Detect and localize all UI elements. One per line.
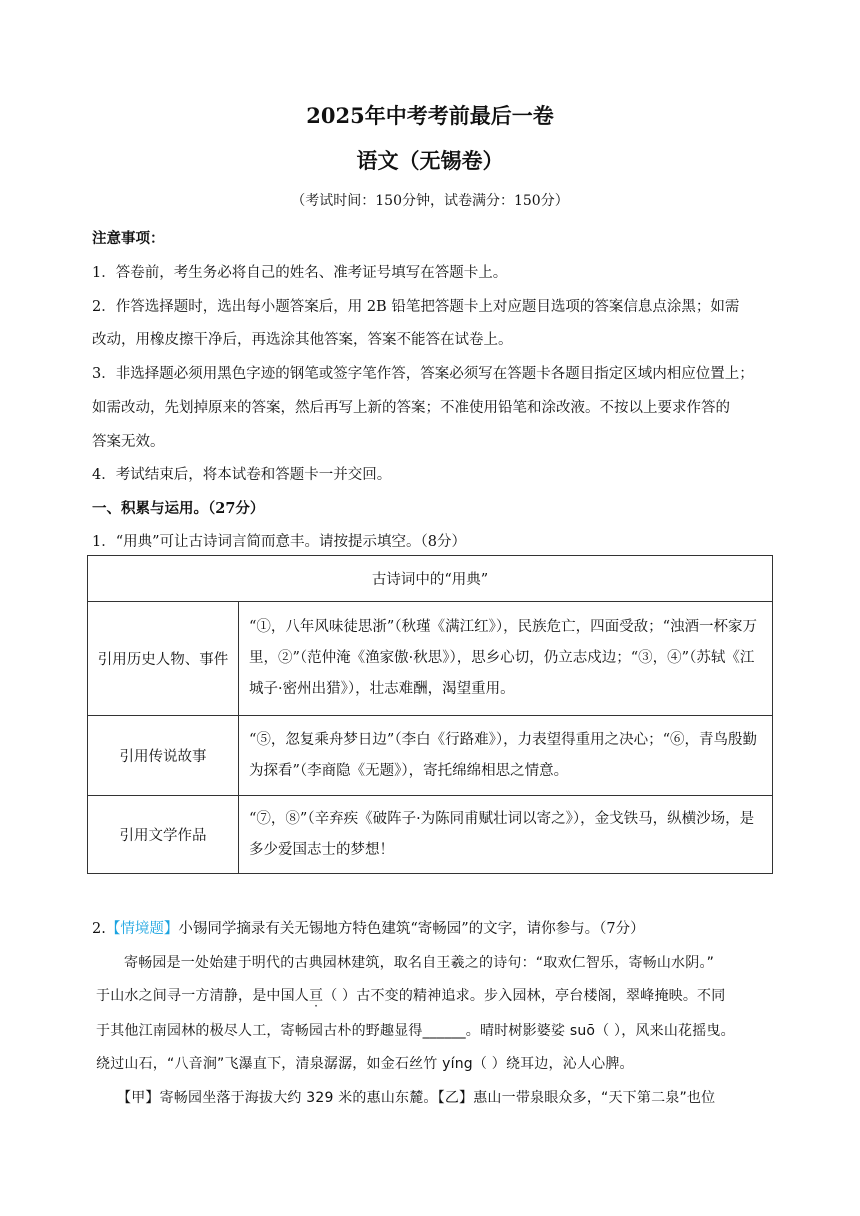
note-line: 2．作答选择题时，选出每小题答案后，用 2B 铅笔把答题卡上对应题目选项的答案信息点涂黑；如需 — [92, 299, 740, 315]
table-row — [88, 602, 773, 716]
passage-line: 【甲】寄畅园坐落于海拔大约 329 米的惠山东麓。【乙】惠山一带泉眼众多，“天下第二泉”也位 — [117, 1090, 716, 1106]
notes-heading: 注意事项： — [92, 230, 165, 247]
exam-title: 2025年中考考前最后一卷 — [306, 103, 554, 128]
table-row-content: “①，八年风味徒思浙”（秋瑾《满江红》），民族危亡，四面受敌；“浊酒一杯家万里，②”（范仲淹《渔家傲·秋思》），思乡心切，仍立志戍边；“③，④”（苏轼《江城子·密州出猎》），壮志难酬，渴望重用。 — [239, 602, 773, 716]
passage-text: 于山水之间寻一方清静，是中国人 — [96, 988, 309, 1004]
table-row — [88, 716, 773, 796]
emphasized-char: 亘 — [309, 988, 324, 1004]
allusion-table — [87, 555, 773, 874]
passage-line: 于其他江南园林的极尽人工，寄畅园古朴的野趣显得______。晴时树影婆娑 suō（ ），风来山花摇曳。 — [96, 1023, 735, 1039]
table-row-label: 引用文学作品 — [88, 796, 239, 874]
note-line: 3．非选择题必须用黑色字迹的钢笔或签字笔作答，答案必须写在答题卡各题目指定区域内相应位置上； — [92, 366, 754, 382]
table-header: 古诗词中的“用典” — [88, 556, 773, 602]
table-row — [88, 796, 773, 874]
table-row-label: 引用传说故事 — [88, 716, 239, 796]
note-line: 答案无效。 — [92, 434, 165, 450]
exam-subject: 语文（无锡卷） — [356, 148, 504, 173]
question-2-number: 2. — [92, 921, 106, 937]
note-line: 4．考试结束后，将本试卷和答题卡一并交回。 — [92, 467, 392, 483]
exam-info: （考试时间：150分钟，试卷满分：150分） — [291, 193, 569, 209]
table-row-content: “⑦，⑧”（辛弃疾《破阵子·为陈同甫赋壮词以寄之》），金戈铁马，纵横沙场，是多少爱国志士的梦想！ — [239, 796, 773, 874]
note-line: 改动，用橡皮擦干净后，再选涂其他答案，答案不能答在试卷上。 — [92, 332, 513, 348]
section-heading: 一、积累与运用。（27分） — [92, 500, 265, 517]
table-row-content: “⑤，忽复乘舟梦日边”（李白《行路难》），力表望得重用之决心；“⑥，青鸟殷勤为探看”（李商隐《无题》），寄托绵绵相思之情意。 — [239, 716, 773, 796]
note-line: 1．答卷前，考生务必将自己的姓名、准考证号填写在答题卡上。 — [92, 265, 508, 281]
passage-line — [96, 985, 725, 1005]
passage-line: 绕过山石，“八音涧”飞瀑直下，清泉潺潺，如金石丝竹 yíng（ ）绕耳边，沁人心脾。 — [96, 1056, 634, 1072]
question-2 — [92, 917, 645, 938]
note-line: 如需改动，先划掉原来的答案，然后再写上新的答案；不准使用铅笔和涂改液。不按以上要求作答的 — [92, 400, 730, 416]
table-row-label: 引用历史人物、事件 — [88, 602, 239, 716]
passage-line: 寄畅园是一处始建于明代的古典园林建筑，取名自王羲之的诗句：“取欢仁智乐，寄畅山水阴。” — [124, 955, 715, 971]
question-1: 1．“用典”可让古诗词言简而意丰。请按提示填空。（8分） — [92, 534, 467, 550]
question-2-text: 小锡同学摘录有关无锡地方特色建筑“寄畅园”的文字，请你参与。（7分） — [178, 921, 645, 937]
passage-text: （ ）古不变的精神追求。步入园林，亭台楼阁，翠峰掩映。不同 — [323, 988, 726, 1004]
table-header-row — [88, 556, 773, 602]
question-type-tag: 【情境题】 — [105, 921, 179, 937]
